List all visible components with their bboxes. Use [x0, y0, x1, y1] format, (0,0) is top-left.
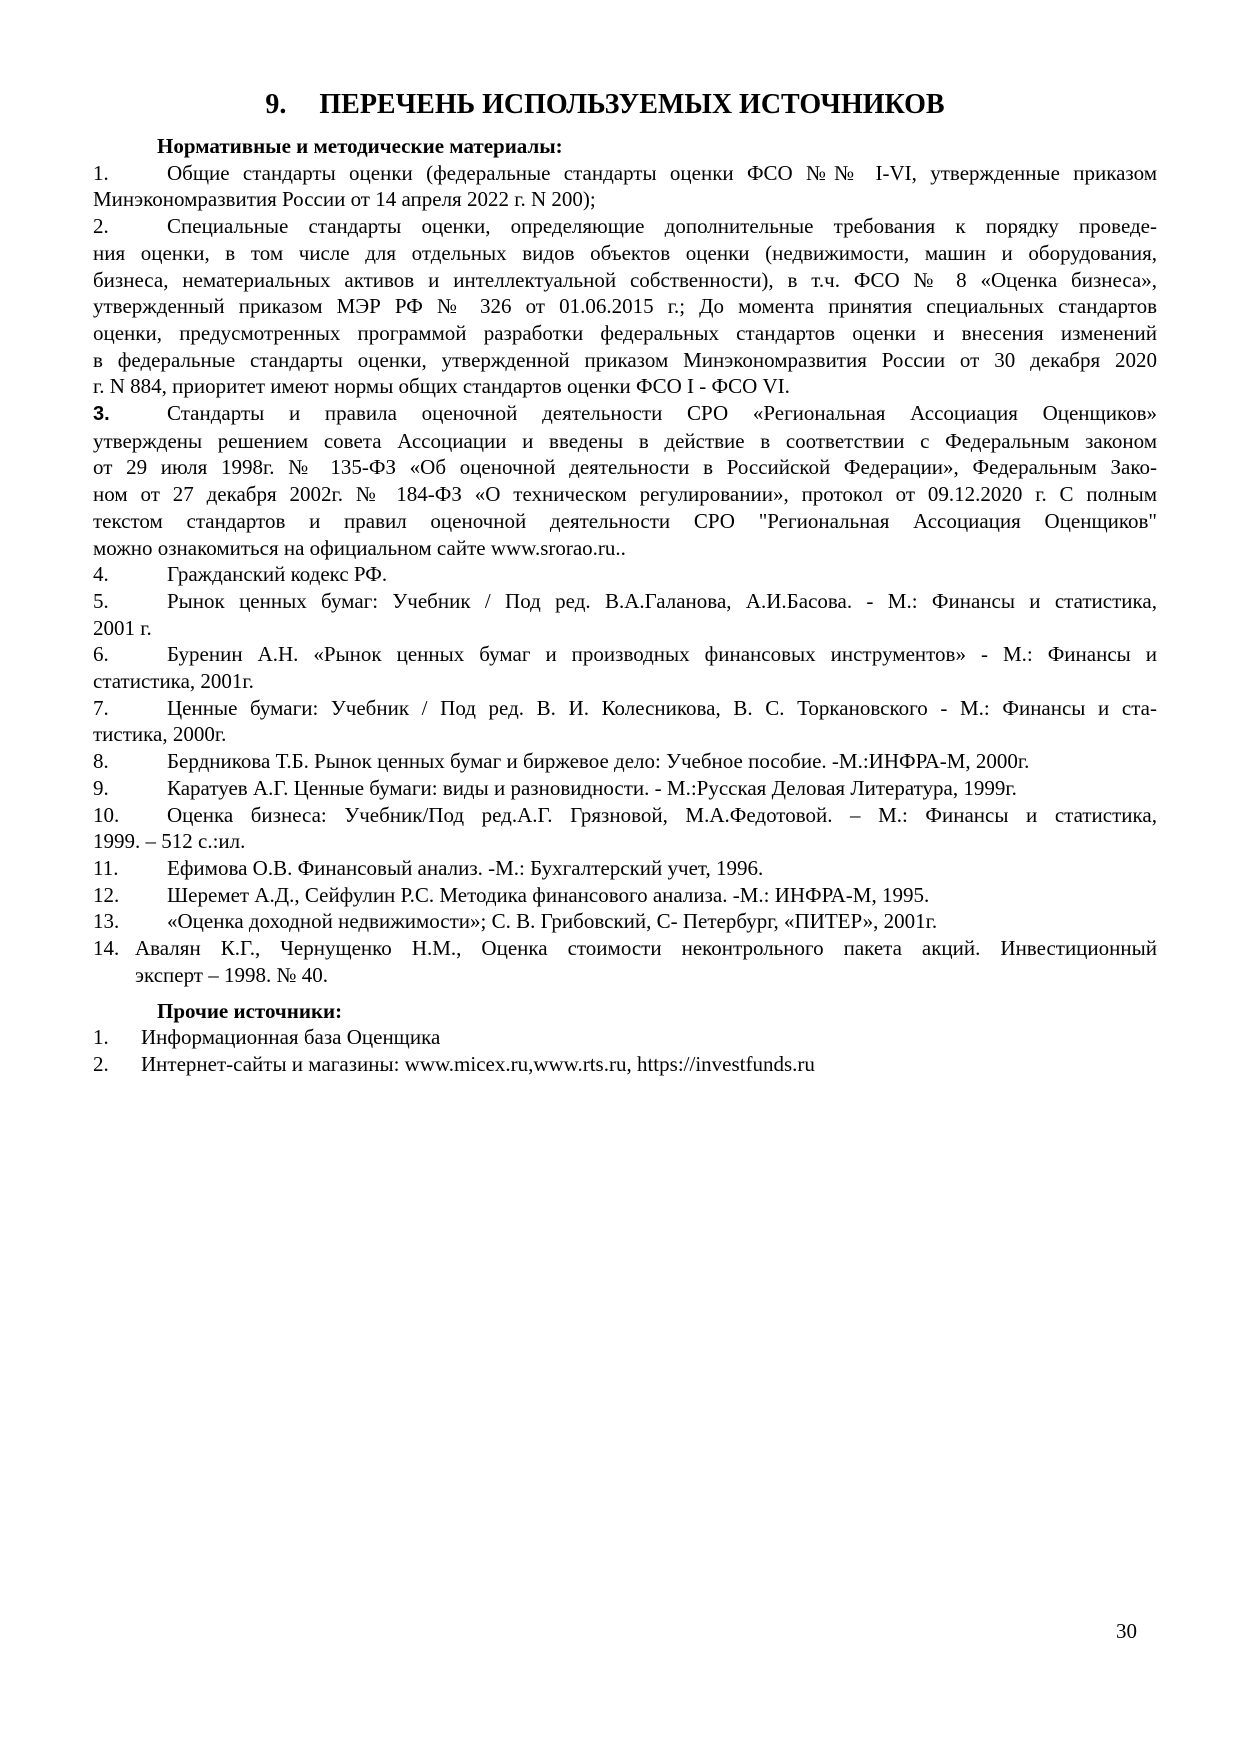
- reference-text: текстом стандартов и правил оценочной деятельности СРО "Региональная Ассоциация Оценщиков": [93, 508, 1157, 533]
- reference-text: Оценка бизнеса: Учебник/Под ред.А.Г. Грязновой, М.А.Федотовой. – М.: Финансы и статистика,: [167, 802, 1157, 827]
- reference-item: [93, 775, 1157, 802]
- reference-text: Минэкономразвития России от 14 апреля 2022 г. N 200);: [93, 187, 596, 212]
- reference-text: от 29 июля 1998г. № 135-ФЗ «Об оценочной деятельности в Российской Федерации», Федеральным Зако-: [93, 455, 1157, 480]
- reference-line: [93, 347, 1157, 374]
- reference-line: [93, 481, 1157, 508]
- reference-line: [93, 962, 1157, 989]
- reference-line: [93, 882, 1157, 909]
- reference-item: [93, 400, 1157, 561]
- reference-line: [93, 1051, 1157, 1078]
- reference-text: Стандарты и правила оценочной деятельности СРО «Региональная Ассоциация Оценщиков»: [167, 401, 1157, 426]
- reference-text: Бердникова Т.Б. Рынок ценных бумаг и биржевое дело: Учебное пособие. -М.:ИНФРА-М, 2000г.: [167, 749, 1030, 774]
- reference-text: статистика, 2001г.: [93, 669, 254, 694]
- reference-text: 1999. – 512 с.:ил.: [93, 829, 246, 854]
- reference-text: Каратуев А.Г. Ценные бумаги: виды и разновидности. - М.:Русская Деловая Литература, 1999г.: [167, 775, 1017, 800]
- reference-item: [93, 802, 1157, 855]
- reference-line: [93, 454, 1157, 481]
- reference-text: Буренин А.Н. «Рынок ценных бумаг и производных финансовых инструментов» - М.: Финансы и: [167, 642, 1157, 667]
- reference-item: [93, 882, 1157, 909]
- item-number: 2.: [93, 214, 109, 239]
- reference-item: [93, 908, 1157, 935]
- reference-line: [93, 293, 1157, 320]
- reference-line: [93, 668, 1157, 695]
- reference-text: тистика, 2000г.: [93, 722, 227, 747]
- reference-line: [93, 802, 1157, 829]
- reference-text: Ценные бумаги: Учебник / Под ред. В. И. Колесникова, В. С. Торкановского - М.: Финансы и ста-: [167, 695, 1157, 720]
- reference-line: [93, 641, 1157, 668]
- reference-line: [93, 1024, 1157, 1051]
- reference-item: [93, 1051, 1157, 1078]
- reference-text: Информационная база Оценщика: [141, 1025, 441, 1050]
- reference-text: Рынок ценных бумаг: Учебник / Под ред. В.А.Галанова, А.И.Басова. - М.: Финансы и статистика,: [167, 588, 1157, 613]
- reference-text: 2001 г.: [93, 615, 152, 640]
- reference-line: [93, 721, 1157, 748]
- item-number: 4.: [93, 562, 109, 587]
- reference-text: Общие стандарты оценки (федеральные стандарты оценки ФСО №№ I-VI, утвержденные приказом: [167, 160, 1157, 185]
- reference-line: [93, 428, 1157, 455]
- reference-text: Гражданский кодекс РФ.: [167, 562, 388, 587]
- reference-item: [93, 855, 1157, 882]
- reference-line: [93, 588, 1157, 615]
- item-number: 9.: [93, 775, 109, 800]
- reference-text: ном от 27 декабря 2002г. № 184-ФЗ «О техническом регулировании», протокол от 09.12.2020 г. С полным: [93, 482, 1157, 507]
- section-heading-normative: Нормативные и методические материалы:: [157, 134, 563, 158]
- reference-line: [93, 373, 1157, 400]
- reference-text: Интернет-сайты и магазины: www.micex.ru,www.rts.ru, https://investfunds.ru: [141, 1051, 815, 1076]
- reference-text: Специальные стандарты оценки, определяющие дополнительные требования к порядку проведе-: [167, 214, 1157, 239]
- reference-line: [93, 213, 1157, 240]
- reference-line: [93, 320, 1157, 347]
- item-number: 13.: [93, 909, 120, 934]
- item-number: 12.: [93, 882, 120, 907]
- item-number: 3.: [93, 403, 110, 426]
- reference-item: [93, 588, 1157, 641]
- item-number: 14.: [93, 936, 120, 961]
- reference-text: Авалян К.Г., Чернущенко Н.М., Оценка стоимости неконтрольного пакета акций. Инвестиционный: [135, 936, 1157, 961]
- reference-line: [93, 160, 1157, 187]
- reference-line: [93, 908, 1157, 935]
- reference-item: [93, 641, 1157, 694]
- item-number: 10.: [93, 802, 120, 827]
- reference-item: [93, 695, 1157, 748]
- title-number: 9.: [265, 89, 287, 120]
- document-content: [93, 88, 1157, 1078]
- title-text: ПЕРЕЧЕНЬ ИСПОЛЬЗУЕМЫХ ИСТОЧНИКОВ: [319, 89, 945, 120]
- item-number: 8.: [93, 749, 109, 774]
- reference-item: [93, 1024, 1157, 1051]
- reference-line: [93, 240, 1157, 267]
- page-title: [93, 88, 1157, 122]
- reference-item: [93, 160, 1157, 213]
- item-number: 11.: [93, 855, 119, 880]
- item-number: 6.: [93, 642, 109, 667]
- page-number: 30: [1116, 1619, 1137, 1643]
- reference-line: [93, 535, 1157, 562]
- reference-text: оценки, предусмотренных программой разработки федеральных стандартов оценки и внесения изменений: [93, 320, 1157, 345]
- reference-text: ния оценки, в том числе для отдельных видов объектов оценки (недвижимости, машин и оборудования,: [93, 240, 1157, 265]
- reference-line: [93, 748, 1157, 775]
- reference-text: Ефимова О.В. Финансовый анализ. -М.: Бухгалтерский учет, 1996.: [167, 855, 764, 880]
- reference-text: Шеремет А.Д., Сейфулин Р.С. Методика финансового анализа. -М.: ИНФРА-М, 1995.: [167, 882, 930, 907]
- reference-line: [93, 775, 1157, 802]
- reference-line: [93, 186, 1157, 213]
- reference-line: [93, 855, 1157, 882]
- reference-item: [93, 561, 1157, 588]
- section-heading-other: Прочие источники:: [157, 998, 343, 1023]
- reference-line: [93, 561, 1157, 588]
- reference-text: утвержденный приказом МЭР РФ № 326 от 01.06.2015 г.; До момента принятия специальных стандартов: [93, 294, 1157, 319]
- reference-item: [93, 213, 1157, 400]
- reference-item: [93, 935, 1157, 988]
- reference-line: [93, 508, 1157, 535]
- reference-text: бизнеса, нематериальных активов и интеллектуальной собственности), в т.ч. ФСО № 8 «Оценка бизнеса»,: [93, 267, 1157, 292]
- reference-line: [93, 828, 1157, 855]
- reference-text: утверждены решением совета Ассоциации и введены в действие в соответствии с Федеральным законом: [93, 428, 1157, 453]
- reference-line: [93, 695, 1157, 722]
- reference-text: можно ознакомиться на официальном сайте www.srorao.ru..: [93, 535, 626, 560]
- item-number: 2.: [93, 1051, 109, 1076]
- reference-line: [93, 400, 1157, 428]
- reference-line: [93, 267, 1157, 294]
- item-number: 1.: [93, 160, 109, 185]
- reference-line: [93, 935, 1157, 962]
- item-number: 1.: [93, 1025, 109, 1050]
- reference-line: [93, 615, 1157, 642]
- reference-item: [93, 748, 1157, 775]
- reference-text: «Оценка доходной недвижимости»; С. В. Грибовский, С- Петербург, «ПИТЕР», 2001г.: [167, 909, 938, 934]
- item-number: 5.: [93, 588, 109, 613]
- item-number: 7.: [93, 695, 109, 720]
- reference-text: эксперт – 1998. № 40.: [135, 962, 329, 987]
- reference-text: г. N 884, приоритет имеют нормы общих стандартов оценки ФСО I - ФСО VI.: [93, 374, 790, 399]
- reference-text: в федеральные стандарты оценки, утвержденной приказом Минэкономразвития России от 30 декабря 2020: [93, 347, 1157, 372]
